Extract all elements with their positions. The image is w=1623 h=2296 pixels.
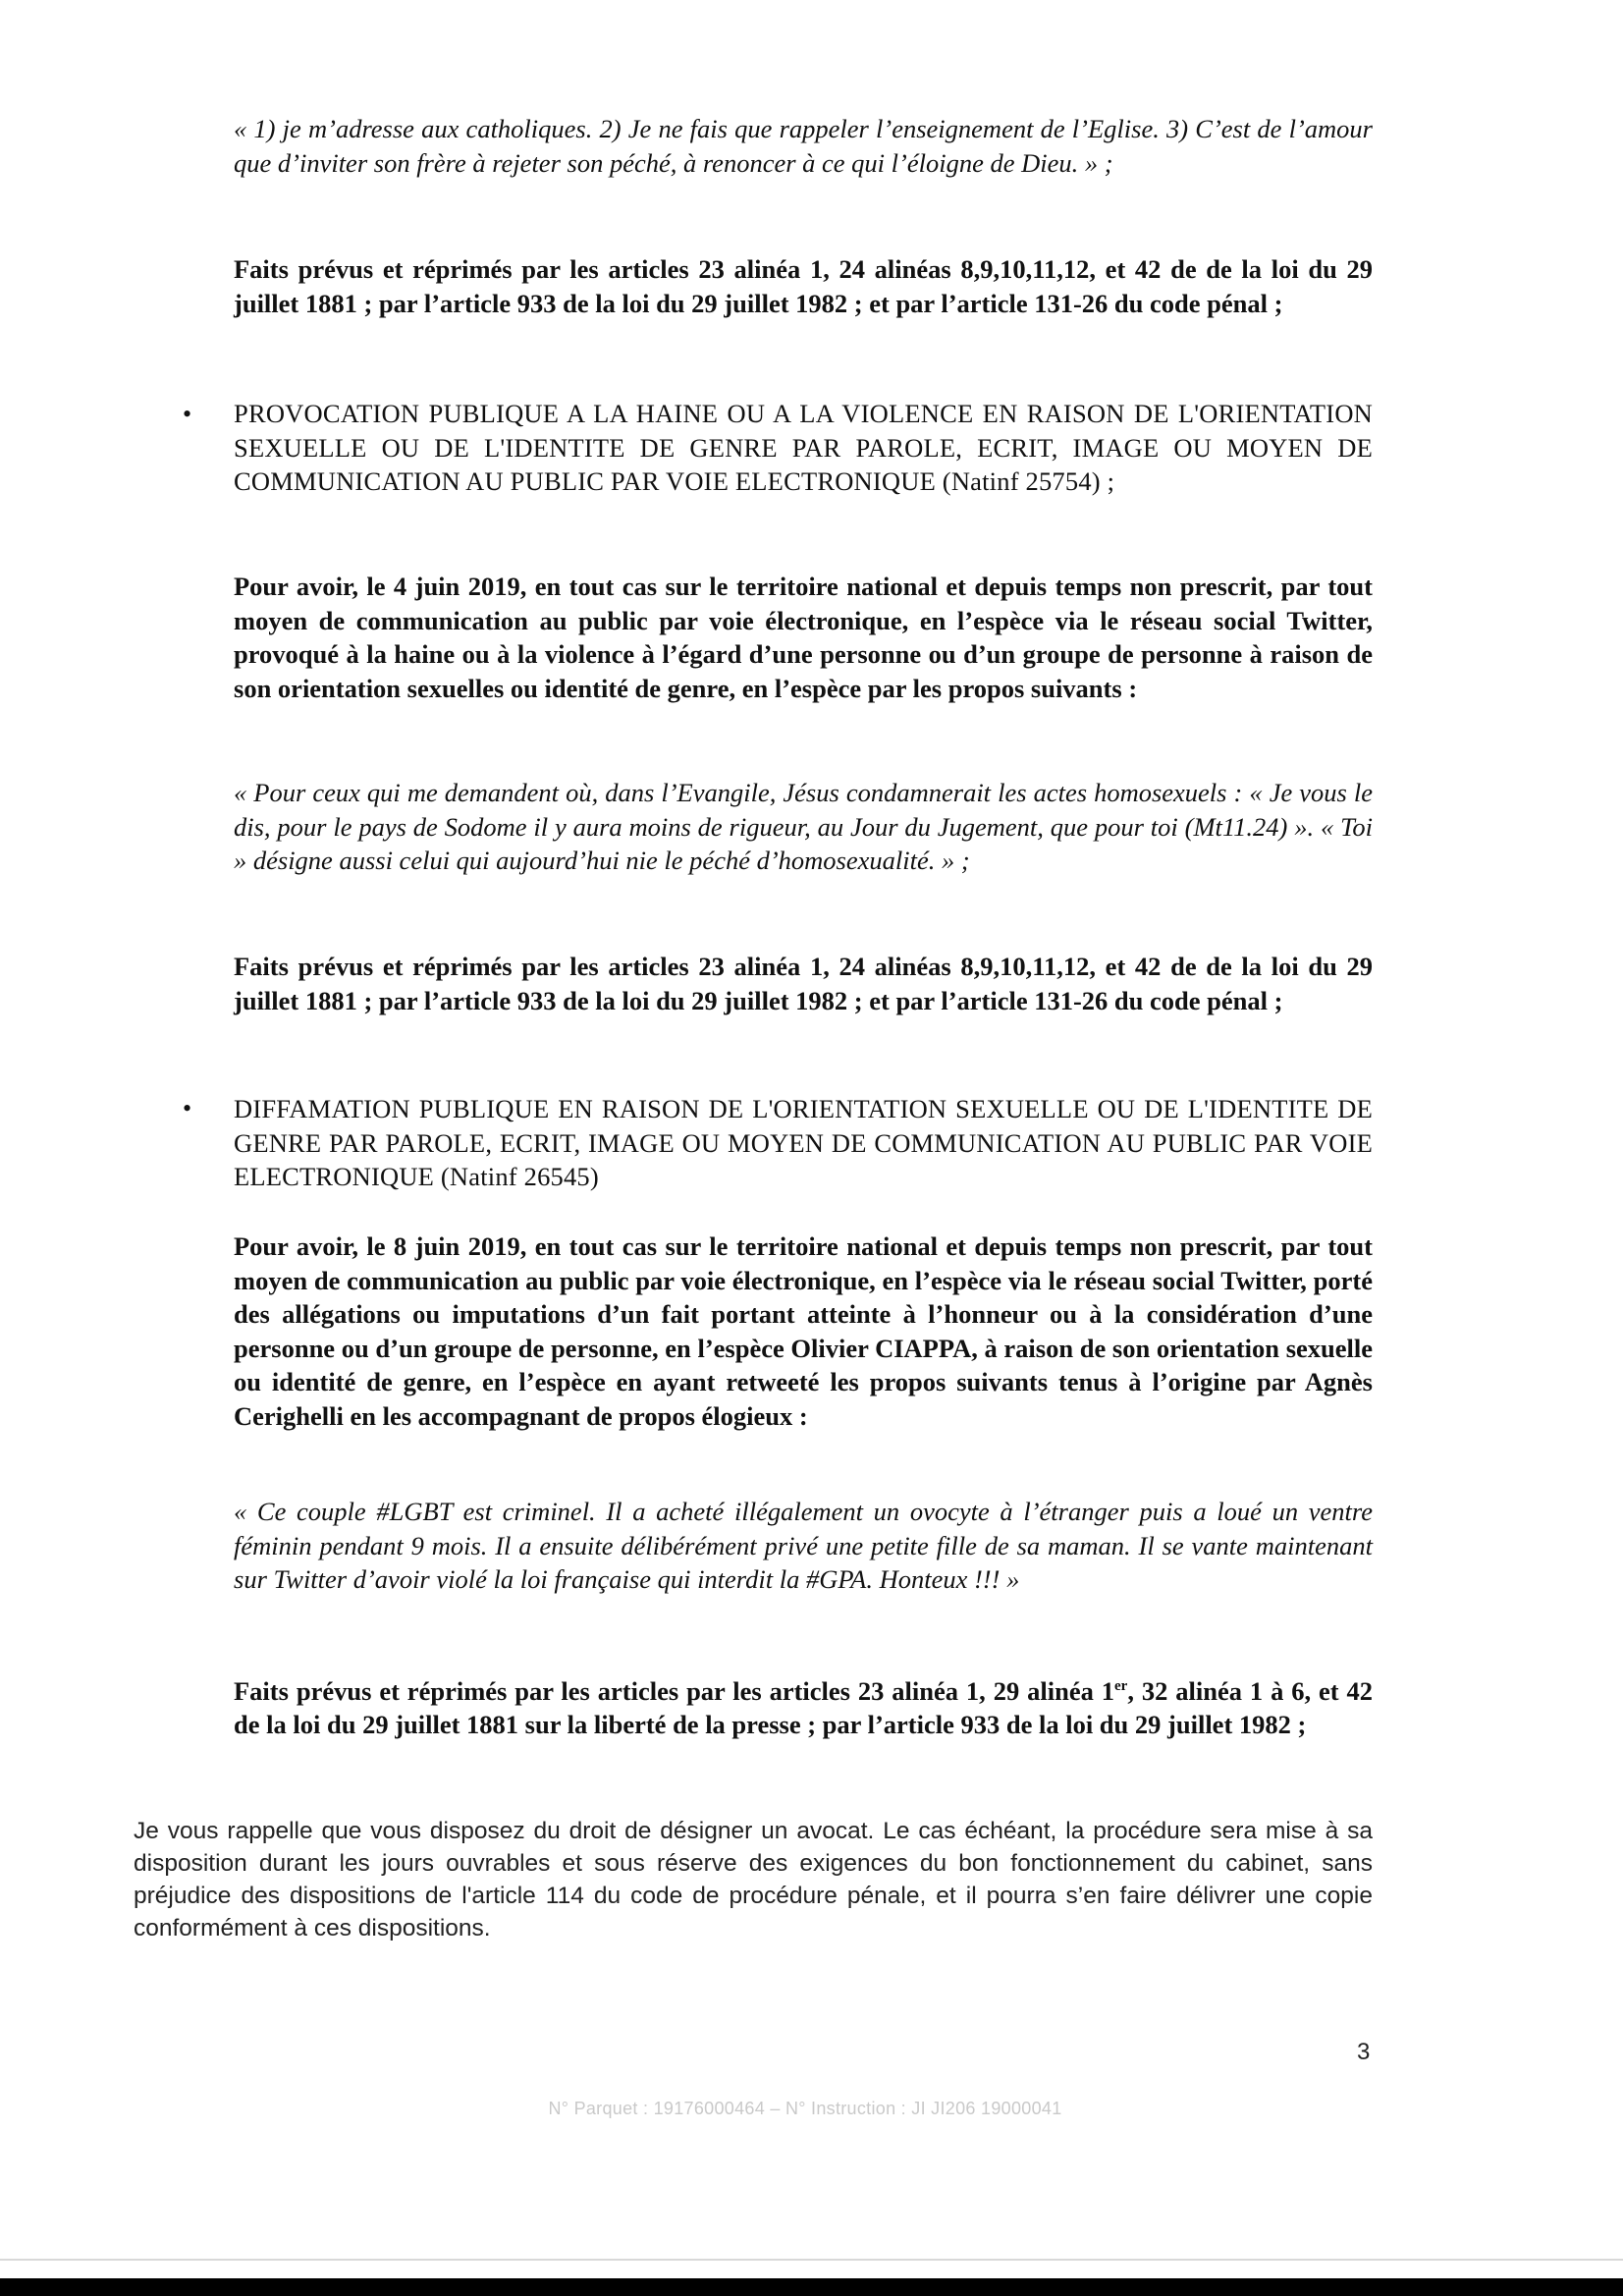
charge-body-3: Pour avoir, le 8 juin 2019, en tout cas sur le territoire national et depuis temps non prescrit, par tout moyen de communication au public par voie électronique, en l’espèce via le réseau social Twitter, porté des allégations ou imputations d’un fait portant atteinte à l’honneur ou à la considération d’une personne ou d’un groupe de personne, en l’espèce Olivier CIAPPA, à raison de son orientation sexuelle ou identité de genre, en l’espèce en ayant retweeté les propos suivants tenus à l’origine par Agnès Cerighelli en les accompagnant de propos élogieux :	[234, 1231, 1373, 1431]
charge-heading-2: PROVOCATION PUBLIQUE A LA HAINE OU A LA VIOLENCE EN RAISON DE L'ORIENTATION SEXUELLE OU DE L'IDENTITE DE GENRE PAR PAROLE, ECRIT, IMAGE OU MOYEN DE COMMUNICATION AU PUBLIC PAR VOIE ELECTRONIQUE (Natinf 25754) ;	[234, 399, 1373, 496]
bullet-2: •	[183, 400, 192, 428]
charge-heading-3: DIFFAMATION PUBLIQUE EN RAISON DE L'ORIENTATION SEXUELLE OU DE L'IDENTITE DE GENRE PAR PAROLE, ECRIT, IMAGE OU MOYEN DE COMMUNICATION AU PUBLIC PAR VOIE ELECTRONIQUE (Natinf 26545)	[234, 1094, 1373, 1191]
rights-notice-paragraph: Je vous rappelle que vous disposez du droit de désigner un avocat. Le cas échéant, la procédure sera mise à sa disposition durant les jours ouvrables et sous réserve des exigences du bon fonctionnement du cabinet, sans préjudice des dispositions de l'article 114 du code de procédure pénale, et il pourra s’en faire délivrer une copie conformément à ces dispositions.	[134, 1818, 1373, 1941]
quote-paragraph-2: « Pour ceux qui me demandent où, dans l’Evangile, Jésus condamnerait les actes homosexuels : « Je vous le dis, pour le pays de Sodome il y aura moins de rigueur, au Jour du Jugement, que pour toi (Mt11.24) ». « Toi » désigne aussi celui qui aujourd’hui nie le péché d’homosexualité. » ;	[234, 778, 1373, 875]
facts-3-text-b: , 32 alinéa 1 à 6, et 42 de la loi du 29 juillet 1881 sur la liberté de la presse ; par l’article 933 de la loi du 29 juillet 1982 ;	[234, 1675, 1373, 1740]
facts-paragraph-3	[234, 1669, 1373, 1742]
charge-body-2: Pour avoir, le 4 juin 2019, en tout cas sur le territoire national et depuis temps non prescrit, par tout moyen de communication au public par voie électronique, en l’espèce via le réseau social Twitter, provoqué à la haine ou à la violence à l’égard d’une personne ou d’un groupe de personne à raison de son orientation sexuelles ou identité de genre, en l’espèce par les propos suivants :	[234, 572, 1373, 703]
facts-3-text-a: Faits prévus et réprimés par les articles par les articles 23 alinéa 1, 29 alinéa 1	[234, 1675, 1115, 1706]
page-number: 3	[1357, 2039, 1371, 2065]
quote-paragraph-3: « Ce couple #LGBT est criminel. Il a acheté illégalement un ovocyte à l’étranger puis a loué un ventre féminin pendant 9 mois. Il a ensuite délibérément privé une petite fille de sa maman. Il se vante maintenant sur Twitter d’avoir violé la loi française qui interdit la #GPA. Honteux !!! »	[234, 1497, 1373, 1594]
scan-bottom-edge	[0, 2278, 1623, 2296]
footer-case-reference: N° Parquet : 19176000464 – N° Instruction : JI JI206 19000041	[548, 2099, 1062, 2118]
facts-paragraph-1: Faits prévus et réprimés par les articles 23 alinéa 1, 24 alinéas 8,9,10,11,12, et 42 de de la loi du 29 juillet 1881 ; par l’article 933 de la loi du 29 juillet 1982 ; et par l’article 131-26 du code pénal ;	[234, 254, 1373, 318]
facts-3-superscript: er	[1114, 1678, 1128, 1694]
quote-paragraph-1: « 1) je m’adresse aux catholiques. 2) Je ne fais que rappeler l’enseignement de l’Eglise. 3) C’est de l’amour que d’inviter son frère à rejeter son péché, à renoncer à ce qui l’éloigne de Dieu. » ;	[234, 114, 1373, 178]
scan-artifact-line	[0, 2259, 1623, 2261]
bullet-3: •	[183, 1094, 192, 1122]
facts-paragraph-2: Faits prévus et réprimés par les articles 23 alinéa 1, 24 alinéas 8,9,10,11,12, et 42 de de la loi du 29 juillet 1881 ; par l’article 933 de la loi du 29 juillet 1982 ; et par l’article 131-26 du code pénal ;	[234, 952, 1373, 1015]
